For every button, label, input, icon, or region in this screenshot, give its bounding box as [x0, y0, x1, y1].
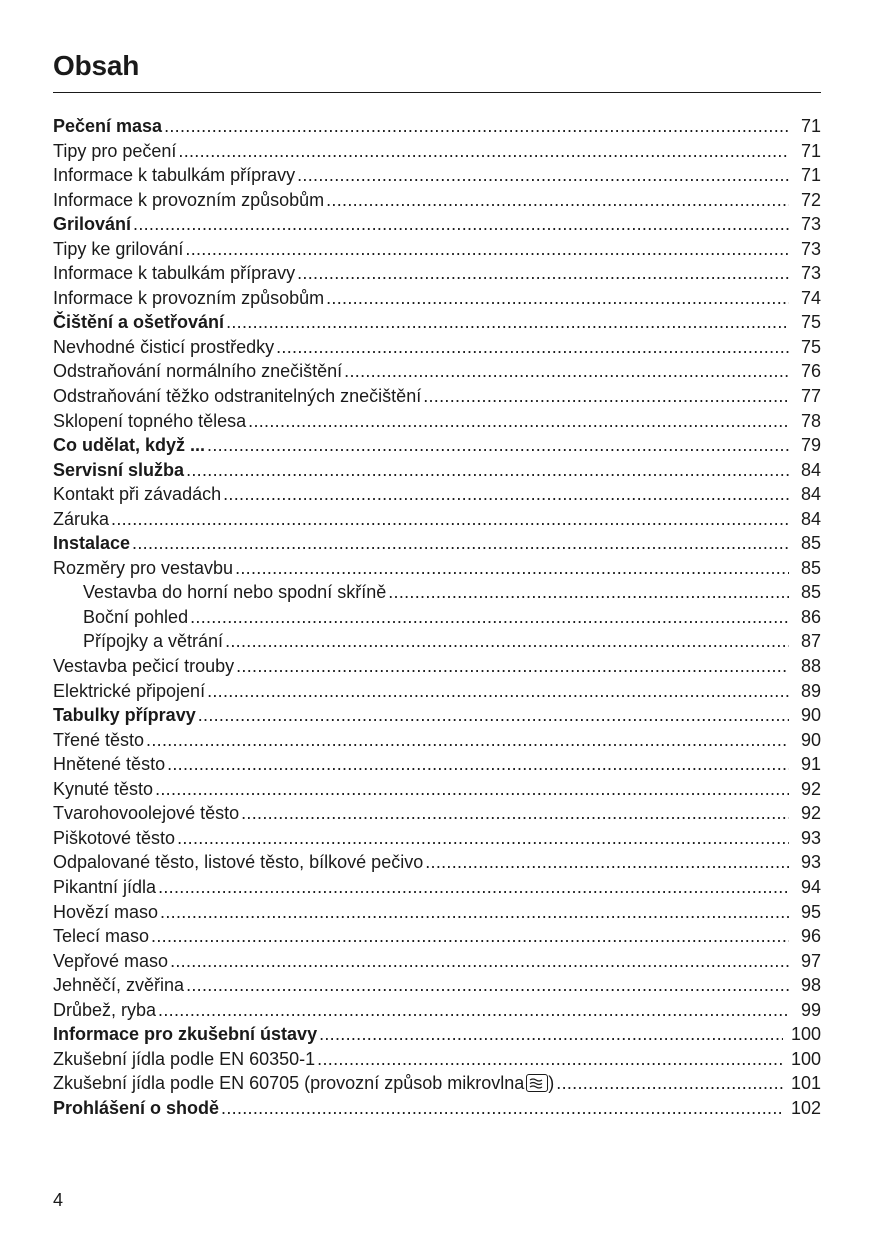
dot-leader [186, 973, 789, 998]
toc-page-number: 85 [800, 582, 821, 603]
toc-entry-title [83, 580, 386, 605]
toc-page-number: 101 [790, 1073, 821, 1094]
toc-entry-label: Sklopení topného tělesa [53, 410, 247, 431]
toc-entry-title [53, 310, 224, 335]
dot-leader [190, 605, 789, 630]
toc-entry[interactable] [53, 237, 821, 262]
toc-entry-label: Kynuté těsto [53, 778, 154, 799]
toc-entry-label: Pečení masa [53, 116, 163, 136]
toc-page-number: 90 [800, 729, 821, 750]
toc-entry[interactable] [53, 580, 821, 605]
toc-entry-title [53, 114, 162, 139]
toc-entry-label: Tipy pro pečení [53, 140, 177, 161]
toc-page-number: 71 [800, 140, 821, 161]
dot-leader [326, 188, 789, 213]
toc-entry[interactable] [53, 359, 821, 384]
toc-entry-title [53, 826, 175, 851]
toc-page-number: 85 [800, 557, 821, 578]
toc-entry-title [53, 777, 153, 802]
dot-leader [236, 654, 789, 679]
toc-entry[interactable] [53, 998, 821, 1023]
dot-leader [226, 310, 789, 335]
toc-entry[interactable] [53, 433, 821, 458]
toc-entry[interactable] [53, 924, 821, 949]
dot-leader [225, 629, 789, 654]
dot-leader [158, 875, 789, 900]
toc-entry[interactable] [53, 1047, 821, 1072]
toc-entry[interactable] [53, 163, 821, 188]
toc-entry-label: Telecí maso [53, 926, 150, 947]
dot-leader [207, 433, 789, 458]
toc-page-number: 75 [800, 312, 821, 333]
toc-page-number: 73 [800, 238, 821, 259]
toc-entry-label: Přípojky a větrání [83, 631, 224, 652]
dot-leader [146, 728, 789, 753]
toc-entry-label: Zkušební jídla podle EN 60705 (provozní způsob mikrovlna [53, 1073, 525, 1094]
toc-entry-title [53, 949, 168, 974]
toc-page-number: 71 [800, 165, 821, 186]
page-number: 4 [53, 1190, 64, 1210]
toc-entry-label: Vestavba do horní nebo spodní skříně [83, 582, 387, 603]
dot-leader [221, 1096, 783, 1121]
dot-leader [326, 286, 789, 311]
toc-entry-title [83, 605, 188, 630]
toc-entry-label: Prohlášení o shodě [53, 1097, 220, 1118]
toc-entry-title [53, 1047, 315, 1072]
toc-entry-label: Vepřové maso [53, 950, 169, 971]
toc-entry-label: Tipy ke grilování [53, 238, 184, 259]
dot-leader [155, 777, 789, 802]
toc-page-number: 92 [800, 803, 821, 824]
toc-entry-title [53, 924, 149, 949]
toc-entry-label: Instalace [53, 533, 131, 554]
dot-leader [317, 1047, 783, 1072]
toc-entry[interactable] [53, 458, 821, 483]
toc-entry[interactable] [53, 801, 821, 826]
toc-entry-label: Zkušební jídla podle EN 60350-1 [53, 1048, 316, 1069]
dot-leader [235, 556, 789, 581]
toc-page-number: 93 [800, 852, 821, 873]
dot-leader [297, 163, 789, 188]
dot-leader [167, 752, 789, 777]
toc-page-number: 90 [800, 705, 821, 726]
toc-entry-label: Pikantní jídla [53, 876, 157, 897]
toc-entry-title [53, 163, 295, 188]
toc-page-number: 73 [800, 263, 821, 284]
toc-entry[interactable] [53, 556, 821, 581]
toc-page-number: 84 [800, 484, 821, 505]
dot-leader [276, 335, 789, 360]
toc-entry-label: Grilování [53, 214, 132, 235]
toc-entry-title [53, 752, 165, 777]
toc-entry-title [53, 359, 342, 384]
toc-entry-label: Servisní služba [53, 459, 185, 480]
toc-entry-title [53, 482, 221, 507]
toc-entry[interactable] [53, 777, 821, 802]
page-title: Obsah [53, 50, 140, 81]
dot-leader [344, 359, 789, 384]
toc-page-number: 92 [800, 778, 821, 799]
toc-entry[interactable] [53, 188, 821, 213]
dot-leader [423, 384, 789, 409]
toc-entry-label: Odstraňování těžko odstranitelných znečištění [53, 386, 422, 407]
toc-entry[interactable] [53, 384, 821, 409]
toc-page-number: 86 [800, 606, 821, 627]
toc-page-number: 79 [800, 435, 821, 456]
dot-leader [178, 139, 789, 164]
toc-page-number: 98 [800, 975, 821, 996]
toc-entry-title [53, 875, 156, 900]
toc-page-number: 100 [790, 1024, 821, 1045]
dot-leader [111, 507, 789, 532]
toc-entry-title [53, 237, 183, 262]
toc-page-number: 71 [800, 116, 821, 136]
toc-entry-label: Informace k provozním způsobům [53, 189, 325, 210]
toc-entry[interactable] [53, 826, 821, 851]
toc-page-number: 95 [800, 901, 821, 922]
toc-entry-label: Informace k tabulkám přípravy [53, 165, 296, 186]
toc-entry-title [53, 139, 176, 164]
dot-leader [207, 679, 789, 704]
toc-entry-label: Co udělat, když ... [53, 435, 206, 456]
toc-entry[interactable] [53, 409, 821, 434]
toc-entry-title [53, 286, 324, 311]
toc-entry-label: Tabulky přípravy [53, 705, 196, 726]
toc-entry[interactable] [53, 531, 821, 556]
toc-entry-title [53, 703, 196, 728]
toc-entry-label: Tvarohovoolejové těsto [53, 803, 240, 824]
dot-leader [248, 409, 789, 434]
toc-page-number: 75 [800, 336, 821, 357]
toc-page-number: 88 [800, 656, 821, 677]
toc-entry[interactable] [53, 900, 821, 925]
dot-leader [556, 1071, 783, 1096]
dot-leader [223, 482, 789, 507]
dot-leader [297, 261, 789, 286]
toc-page-number: 77 [800, 386, 821, 407]
dot-leader [388, 580, 789, 605]
toc-entry-label-suffix: ) [548, 1073, 555, 1094]
toc-page-number: 72 [800, 189, 821, 210]
toc-entry-title [53, 507, 109, 532]
toc-entry-label: Boční pohled [83, 606, 189, 627]
toc-entry[interactable] [53, 679, 821, 704]
toc-entry[interactable] [53, 286, 821, 311]
toc-entry-title [53, 1071, 554, 1096]
toc-entry-title [53, 458, 184, 483]
toc-entry-label: Vestavba pečicí trouby [53, 656, 235, 677]
toc-page-number: 78 [800, 410, 821, 431]
toc-entry-label: Piškotové těsto [53, 827, 176, 848]
toc-entry-title [53, 1096, 219, 1121]
toc-entry-title [53, 188, 324, 213]
toc-page-number: 91 [800, 754, 821, 775]
toc-entry-title [53, 654, 234, 679]
toc-entry-label: Kontakt při závadách [53, 484, 222, 505]
toc-entry-title [53, 409, 246, 434]
toc-page-number: 97 [800, 950, 821, 971]
dot-leader [160, 900, 789, 925]
dot-leader [151, 924, 789, 949]
toc-page-number: 99 [800, 999, 821, 1020]
toc-entry[interactable] [53, 114, 821, 139]
toc-page-number: 74 [800, 287, 821, 308]
toc-page-number: 76 [800, 361, 821, 382]
toc-page-number: 94 [800, 876, 821, 897]
toc-entry[interactable] [53, 1071, 821, 1096]
toc-entry-label: Odpalované těsto, listové těsto, bílkové pečivo [53, 852, 424, 873]
toc-entry-title [53, 384, 421, 409]
dot-leader [170, 949, 789, 974]
dot-leader [158, 998, 789, 1023]
toc-entry[interactable] [53, 850, 821, 875]
toc-entry-label: Čištění a ošetřování [53, 312, 225, 333]
toc-entry[interactable] [53, 728, 821, 753]
dot-leader [177, 826, 789, 851]
toc-entry-label: Elektrické připojení [53, 680, 206, 701]
toc-entry-label: Rozměry pro vestavbu [53, 557, 234, 578]
microwave-icon [526, 1074, 548, 1092]
toc-entry-title [53, 531, 130, 556]
toc-entry[interactable] [53, 482, 821, 507]
toc-entry-label: Třené těsto [53, 729, 145, 750]
toc-entry-label: Záruka [53, 508, 110, 529]
toc-entry-title [53, 973, 184, 998]
toc-entry[interactable] [53, 949, 821, 974]
toc-entry-title [83, 629, 223, 654]
toc-page-number: 102 [790, 1097, 821, 1118]
toc-entry-label: Informace k tabulkám přípravy [53, 263, 296, 284]
dot-leader [164, 114, 789, 139]
toc-entry[interactable] [53, 1022, 821, 1047]
toc-entry-label: Hovězí maso [53, 901, 159, 922]
toc-entry-title [53, 1022, 317, 1047]
toc-page-number: 73 [800, 214, 821, 235]
title-divider [53, 92, 821, 93]
toc-entry[interactable] [53, 335, 821, 360]
toc-entry[interactable] [53, 605, 821, 630]
toc-entry[interactable] [53, 629, 821, 654]
dot-leader [132, 531, 789, 556]
toc-entry[interactable] [53, 310, 821, 335]
table-of-contents [53, 114, 821, 1120]
toc-entry-title [53, 728, 144, 753]
toc-entry-label: Informace k provozním způsobům [53, 287, 325, 308]
dot-leader [319, 1022, 783, 1047]
toc-entry-title [53, 556, 233, 581]
toc-entry-title [53, 335, 274, 360]
toc-page-number: 89 [800, 680, 821, 701]
toc-page-number: 84 [800, 459, 821, 480]
toc-entry-title [53, 998, 156, 1023]
toc-entry[interactable] [53, 973, 821, 998]
toc-entry[interactable] [53, 261, 821, 286]
dot-leader [425, 850, 789, 875]
toc-page-number: 87 [800, 631, 821, 652]
dot-leader [186, 458, 789, 483]
toc-entry-label: Nevhodné čisticí prostředky [53, 336, 275, 357]
dot-leader [198, 703, 789, 728]
dot-leader [133, 212, 789, 237]
dot-leader [185, 237, 789, 262]
toc-entry[interactable] [53, 654, 821, 679]
toc-entry-title [53, 850, 423, 875]
toc-entry-title [53, 679, 205, 704]
toc-page-number: 100 [790, 1048, 821, 1069]
toc-entry[interactable] [53, 139, 821, 164]
toc-entry[interactable] [53, 752, 821, 777]
toc-entry[interactable] [53, 1096, 821, 1121]
toc-entry[interactable] [53, 507, 821, 532]
toc-page-number: 96 [800, 926, 821, 947]
toc-entry-title [53, 212, 131, 237]
toc-entry-title [53, 801, 239, 826]
toc-entry-label: Informace pro zkušební ústavy [53, 1024, 318, 1045]
toc-entry-label: Odstraňování normálního znečištění [53, 361, 343, 382]
toc-entry-label: Drůbež, ryba [53, 999, 157, 1020]
toc-page-number: 85 [800, 533, 821, 554]
toc-entry[interactable] [53, 875, 821, 900]
dot-leader [241, 801, 789, 826]
toc-entry-label: Hnětené těsto [53, 754, 166, 775]
toc-entry-title [53, 900, 158, 925]
toc-page-number: 84 [800, 508, 821, 529]
toc-entry[interactable] [53, 703, 821, 728]
toc-entry[interactable] [53, 212, 821, 237]
toc-page-number: 93 [800, 827, 821, 848]
toc-entry-title [53, 433, 205, 458]
toc-entry-title [53, 261, 295, 286]
toc-entry-label: Jehněčí, zvěřina [53, 975, 185, 996]
